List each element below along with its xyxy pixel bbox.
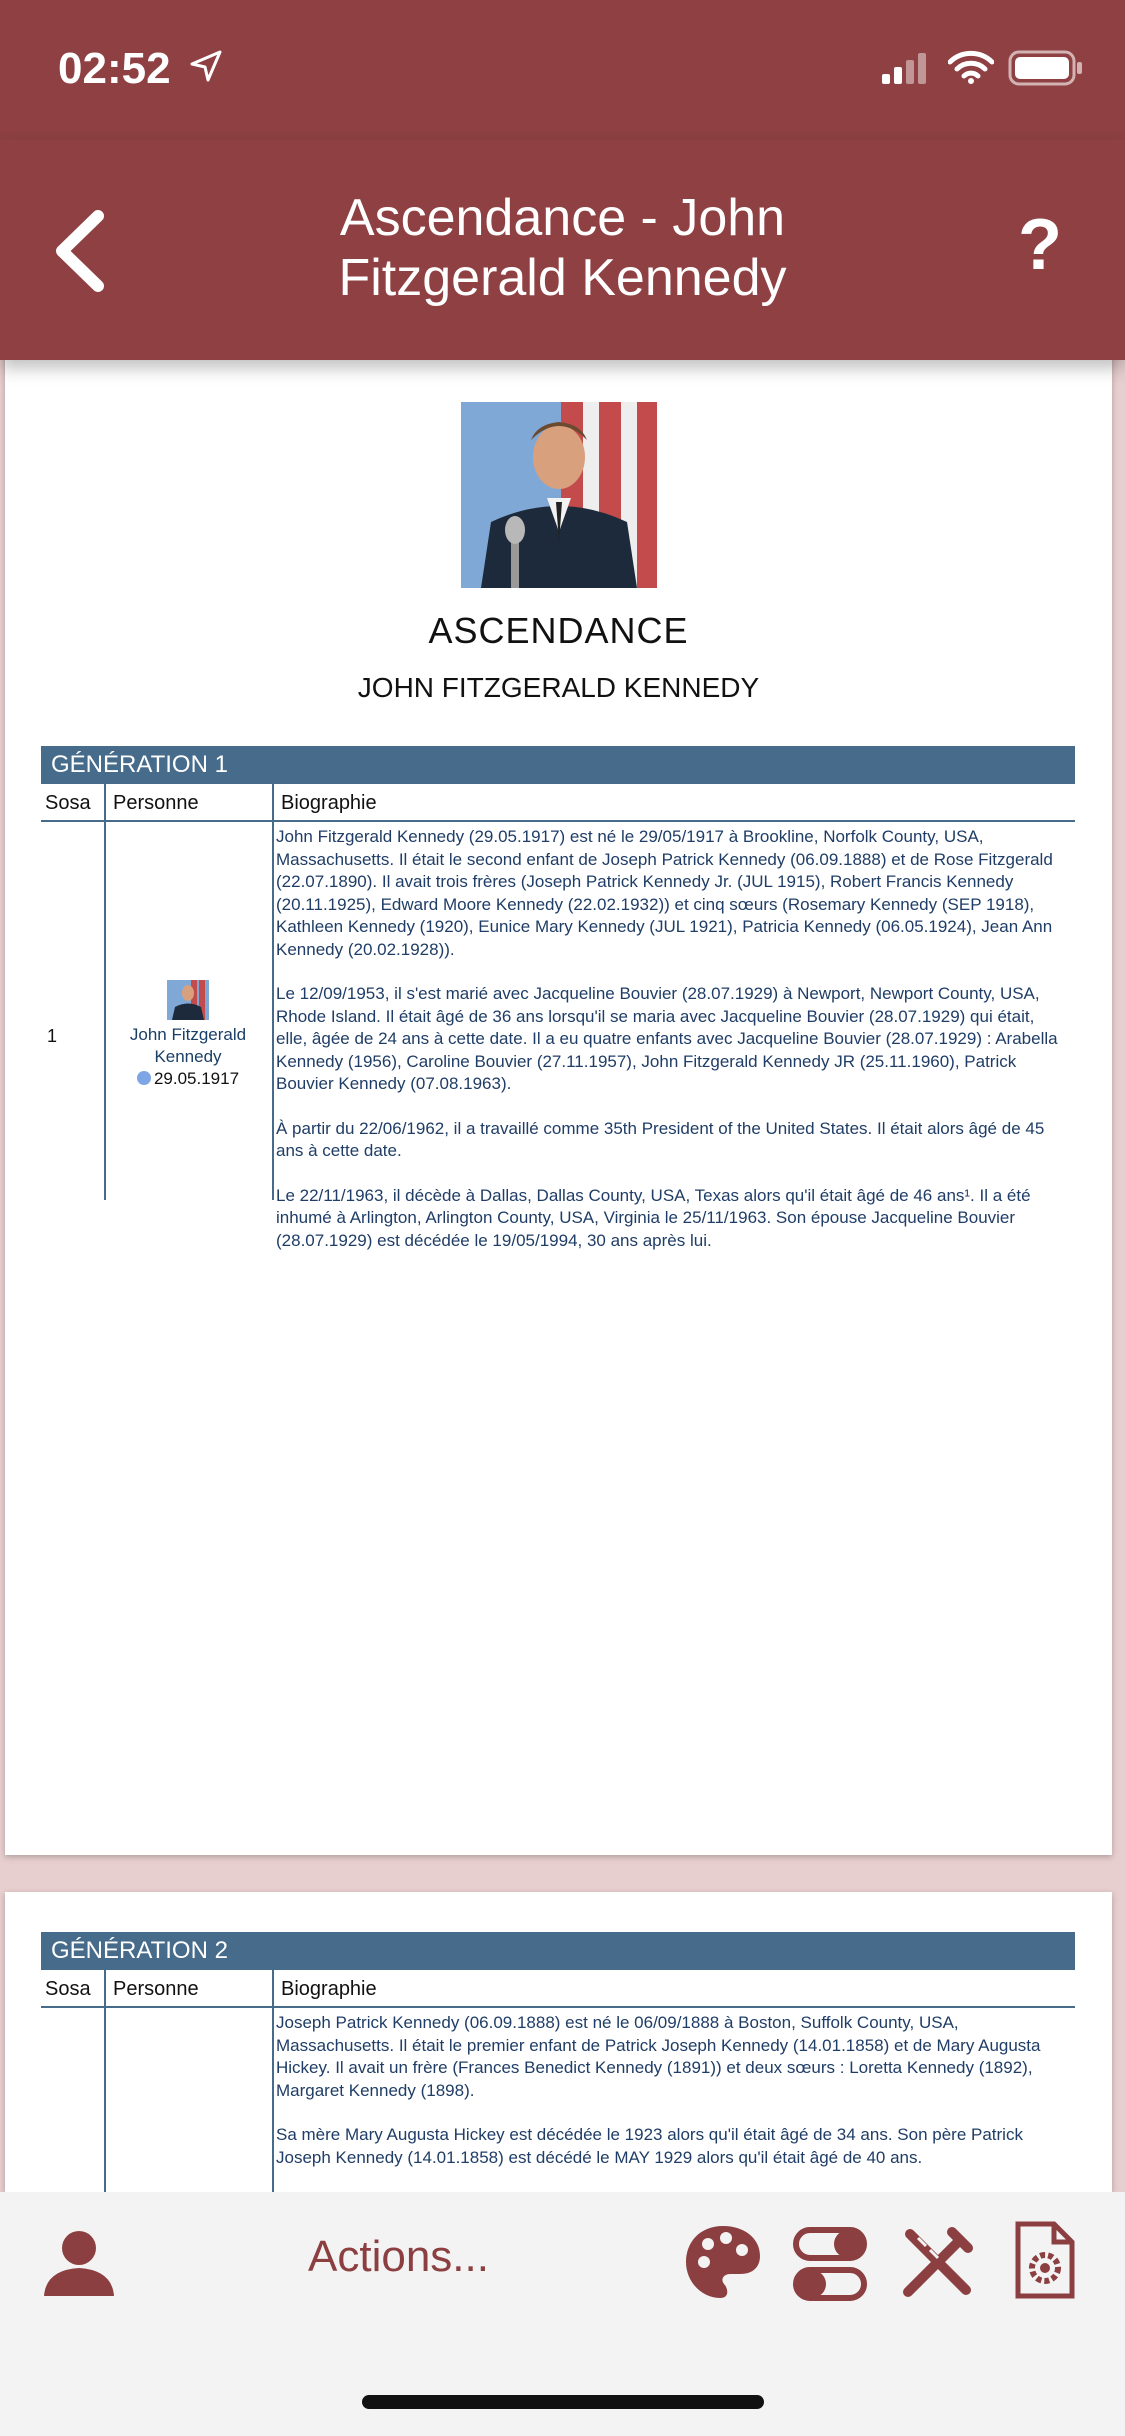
biography-paragraph: Sa mère Mary Augusta Hickey est décédée le 1923 alors qu'il était âgé de 34 ans. Son père Patrick Joseph Kennedy (14.01.1858) est décédé le MAY 1929 alors qu'il était âgé de 40 ans. bbox=[276, 2125, 1023, 2167]
biography-paragraph: Joseph Patrick Kennedy (06.09.1888) est né le 06/09/1888 à Boston, Suffolk County, USA, Massachusetts. Il était le premier enfant de Patrick Joseph Kennedy (14.01.1858) et de Mary Augusta Hickey. Il avait un frère (Frances Benedict Kennedy (1891)) et deux sœurs : Loretta Kennedy (1892), Margaret Kennedy (1898). bbox=[276, 2013, 1041, 2100]
sosa-number: 1 bbox=[47, 1026, 58, 1046]
back-chevron-icon[interactable] bbox=[50, 206, 110, 296]
wifi-icon bbox=[948, 50, 994, 84]
column-divider bbox=[272, 784, 274, 1200]
column-divider bbox=[104, 1970, 106, 2192]
status-bar bbox=[0, 0, 1125, 140]
actions-button[interactable]: Actions... bbox=[308, 2232, 489, 2281]
biography-cell bbox=[276, 2012, 1066, 2191]
person-name[interactable]: John Fitzgerald Kennedy bbox=[129, 1025, 247, 1066]
column-sosa: Sosa bbox=[45, 1978, 91, 2000]
report-heading: ASCENDANCE bbox=[428, 610, 689, 651]
person-icon[interactable] bbox=[40, 2228, 118, 2298]
table-header bbox=[41, 1974, 1075, 2008]
home-indicator[interactable] bbox=[362, 2395, 764, 2409]
biography-paragraph: Le 12/09/1953, il s'est marié avec Jacqueline Bouvier (28.07.1929) à Newport, Newport County, USA, Rhode Island. Il était âgé de 36 ans lorsqu'il se maria avec Jacqueline Bouvier (28.07.1929) qui était, elle, âgée de 24 ans à cette date. Il a eu quatre enfants avec Jacqueline Bouvier (28.07.1929) : Arabella Kennedy (1956), Caroline Bouvier (27.11.1957), John Fitzgerald Kennedy JR (25.11.1960), Patrick Bouvier Kennedy (07.08.1963). bbox=[276, 984, 1058, 1093]
biography-paragraph: John Fitzgerald Kennedy (29.05.1917) est né le 29/05/1917 à Brookline, Norfolk County, USA, Massachusetts. Il était le second enfant de Joseph Patrick Kennedy (06.09.1888) et de Rose Fitzgerald (22.07.1890). Il avait trois frères (Joseph Patrick Kennedy Jr. (JUL 1915), Robert Francis Kennedy (20.11.1925), Edward Moore Kennedy (22.02.1932)) et cinq sœurs (Rosemary Kennedy (SEP 1918), Kathleen Kennedy (1920), Eunice Mary Kennedy (JUL 1921), Patricia Kennedy (06.05.1924), Jean Ann Kennedy (20.02.1928)). bbox=[276, 827, 1053, 959]
generation-header: GÉNÉRATION 1 bbox=[41, 746, 1075, 784]
person-thumbnail bbox=[167, 980, 209, 1020]
report-page-2[interactable] bbox=[5, 1892, 1112, 2192]
column-person: Personne bbox=[113, 1978, 199, 2000]
cellular-signal-icon bbox=[880, 52, 930, 84]
column-biography: Biographie bbox=[281, 792, 377, 814]
location-arrow-icon bbox=[190, 50, 222, 82]
palette-icon[interactable] bbox=[684, 2224, 762, 2300]
person-cell[interactable] bbox=[113, 980, 263, 1090]
navigation-bar bbox=[0, 140, 1125, 360]
help-button[interactable]: ? bbox=[1018, 205, 1062, 285]
report-page-1[interactable] bbox=[5, 340, 1112, 1855]
document-settings-icon[interactable] bbox=[1014, 2220, 1076, 2300]
person-date: 29.05.1917 bbox=[153, 1069, 240, 1088]
tools-icon[interactable] bbox=[900, 2224, 976, 2300]
status-time: 02:52 bbox=[58, 44, 171, 93]
page-title: Ascendance - John Fitzgerald Kennedy bbox=[338, 189, 787, 307]
generation-header: GÉNÉRATION 2 bbox=[41, 1932, 1075, 1970]
report-subject: JOHN FITZGERALD KENNEDY bbox=[357, 672, 760, 703]
biography-paragraph: À partir du 22/06/1962, il a travaillé comme 35th President of the United States. Il était alors âgé de 45 ans à cette date. bbox=[276, 1118, 1045, 1160]
biography-paragraph: Le 22/11/1963, il décède à Dallas, Dallas County, USA, Texas alors qu'il était âgé de 46 ans¹. Il a été inhumé à Arlington, Arlington County, USA, Virginia le 25/11/1963. Son épouse Jacqueline Bouvier (28.07.1929) est décédée le 19/05/1994, 30 ans après lui. bbox=[276, 1185, 1031, 1250]
column-sosa: Sosa bbox=[45, 792, 91, 814]
portrait-photo bbox=[461, 402, 657, 588]
column-biography: Biographie bbox=[281, 1978, 377, 2000]
biography-cell bbox=[276, 826, 1066, 1274]
battery-icon bbox=[1008, 50, 1084, 86]
column-person: Personne bbox=[113, 792, 199, 814]
column-divider bbox=[104, 784, 106, 1200]
column-divider bbox=[272, 1970, 274, 2192]
table-header bbox=[41, 788, 1075, 822]
toggle-icon[interactable] bbox=[792, 2226, 868, 2302]
birth-dot-icon bbox=[137, 1071, 151, 1085]
